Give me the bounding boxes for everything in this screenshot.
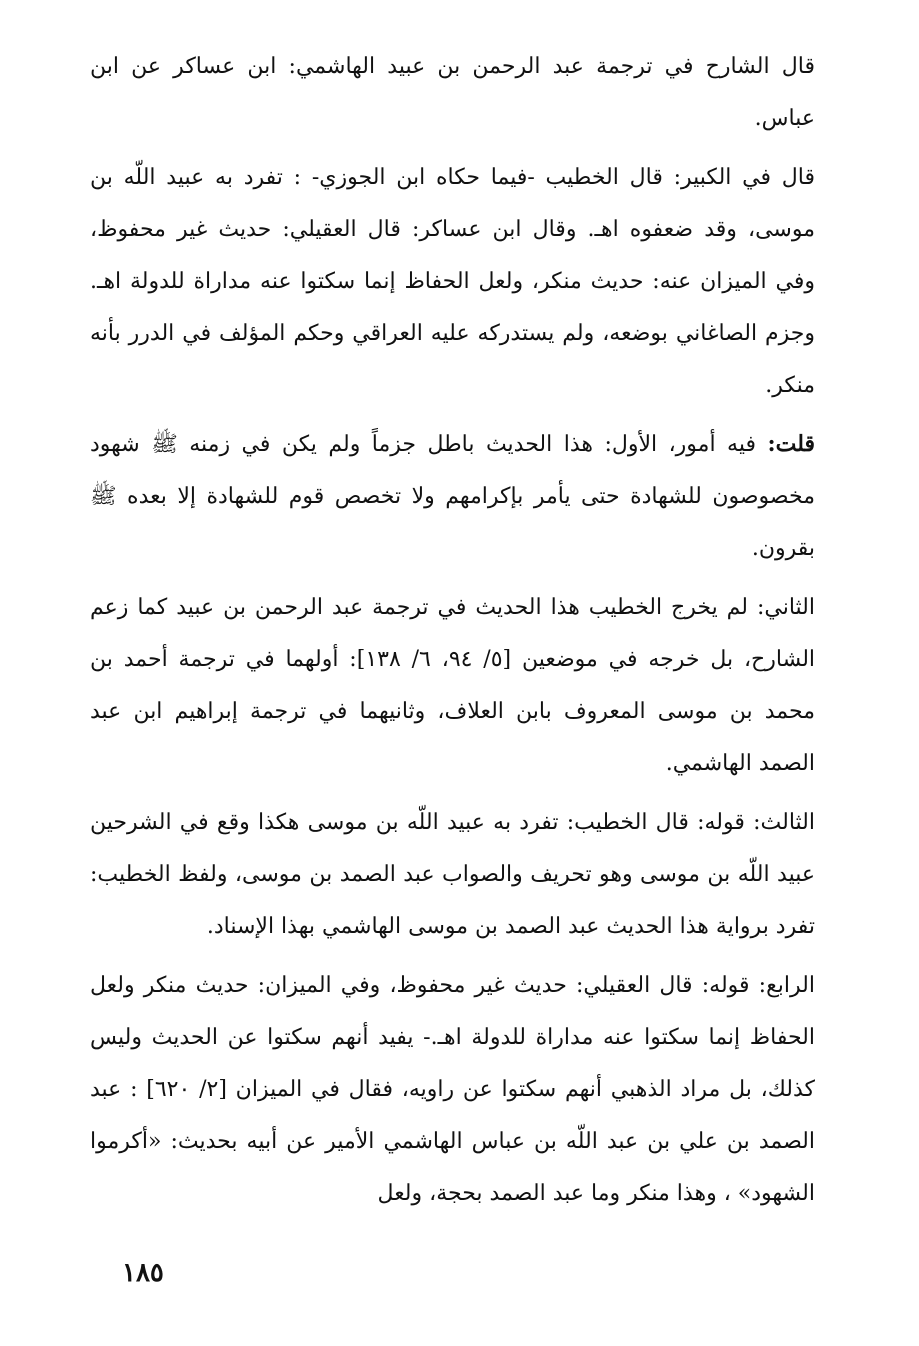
paragraph-6 xyxy=(90,959,815,1220)
paragraph-6-text: الرابع: قوله: قال العقيلي: حديث غير محفوظ، وفي الميزان: حديث منكر ولعل الحفاظ إنما سكتوا عنه مداراة للدولة اهـ.- يفيد أنهم سكتوا عن الحديث وليس كذلك، بل مراد الذهبي أنهم سكتوا عن راويه، فقال في الميزان [٢/ ٦٢٠] : عبد الصمد بن علي بن عبد اللّه بن عباس الهاشمي الأمير عن أبيه بحديث: «أكرموا الشهود» ، وهذا منكر وما عبد الصمد بحجة، ولعل xyxy=(90,973,816,1206)
paragraph-5-text: الثالث: قوله: قال الخطيب: تفرد به عبيد اللّه بن موسى هكذا وقع في الشرحين عبيد اللّه بن موسى وهو تحريف والصواب عبد الصمد بن موسى، ولفظ الخطيب: تفرد برواية هذا الحديث عبد الصمد بن موسى الهاشمي بهذا الإسناد. xyxy=(90,810,815,939)
paragraph-5 xyxy=(90,796,815,953)
paragraph-2 xyxy=(90,151,815,412)
paragraph-1-text: قال الشارح في ترجمة عبد الرحمن بن عبيد الهاشمي: ابن عساكر عن ابن عباس. xyxy=(90,54,815,131)
page-body xyxy=(90,40,815,1226)
paragraph-2-text: قال في الكبير: قال الخطيب -فيما حكاه ابن الجوزي- : تفرد به عبيد اللّه بن موسى، وقد ضعفوه اهـ. وقال ابن عساكر: قال العقيلي: حديث غير محفوظ، وفي الميزان عنه: حديث منكر، ولعل الحفاظ إنما سكتوا عنه مداراة للدولة اهـ. وجزم الصاغاني بوضعه، ولم يستدركه عليه العراقي وحكم المؤلف في الدرر بأنه منكر. xyxy=(90,165,815,398)
paragraph-4 xyxy=(90,581,815,790)
page-number: ١٨٥ xyxy=(122,1258,164,1288)
paragraph-3-text: فيه أمور، الأول: هذا الحديث باطل جزماً ولم يكن في زمنه ﷺ شهود مخصوصون للشهادة حتى يأمر بإكرامهم ولا تخصص قوم للشهادة إلا بعده ﷺ بقرون. xyxy=(90,432,815,561)
paragraph-3-lead: قلت: xyxy=(767,431,815,457)
paragraph-1 xyxy=(90,40,815,145)
paragraph-4-text: الثاني: لم يخرج الخطيب هذا الحديث في ترجمة عبد الرحمن بن عبيد كما زعم الشارح، بل خرجه في موضعين [٥/ ٩٤، ٦/ ١٣٨]: أولهما في ترجمة أحمد بن محمد بن موسى المعروف بابن العلاف، وثانيهما في ترجمة إبراهيم ابن عبد الصمد الهاشمي. xyxy=(90,595,816,776)
paragraph-3 xyxy=(90,418,815,575)
